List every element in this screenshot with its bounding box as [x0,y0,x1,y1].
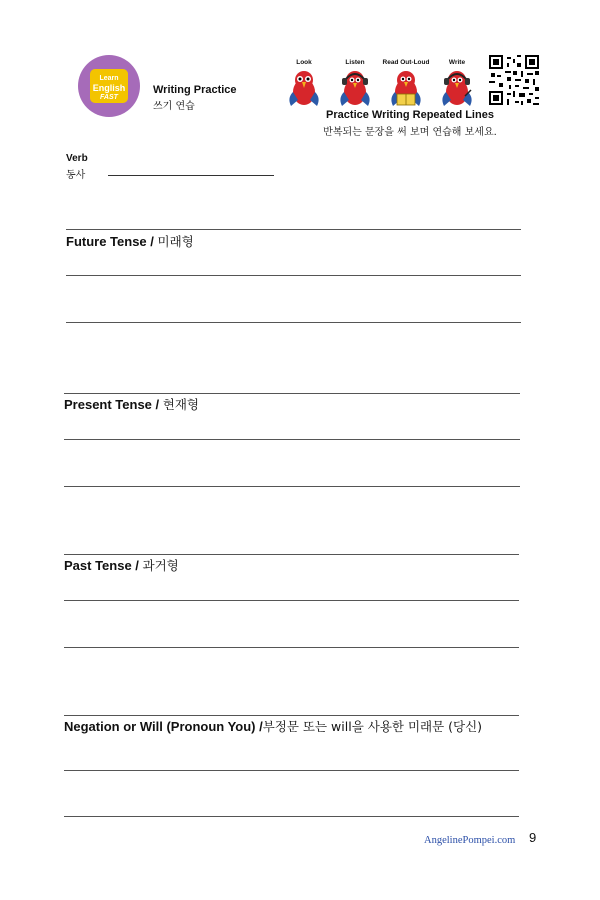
section-future-ko: 미래형 [157,234,194,249]
qr-code-icon [489,55,539,105]
parrot-write-icon [437,68,477,108]
section-negation-ko: 부정문 또는 will을 사용한 미래문 (당신) [262,719,483,734]
writing-line[interactable] [66,229,521,230]
section-negation-en: Negation or Will (Pronoun You) / [64,719,263,734]
section-future-title [66,232,194,250]
step-write-label: Write [448,59,466,66]
writing-line[interactable] [64,393,520,394]
page-number: 9 [529,830,537,845]
section-present-en: Present Tense / [64,397,163,412]
section-past-ko: 과거형 [142,558,179,573]
writing-line[interactable] [64,816,519,817]
verb-label: Verb [66,153,88,164]
parrot-read-icon [386,68,426,108]
section-present-ko: 현재형 [162,397,199,412]
step-listen-label: Listen [345,59,365,66]
writing-line[interactable] [64,486,520,487]
writing-line[interactable] [64,770,519,771]
step-read-label: Read Out-Loud [382,59,430,66]
writing-line[interactable] [64,647,519,648]
section-present-title [64,395,199,413]
logo [78,55,140,117]
section-past-title [64,556,179,574]
writing-line[interactable] [64,554,519,555]
parrot-listen-icon [335,68,375,108]
writing-line[interactable] [64,439,520,440]
writing-line[interactable] [66,275,521,276]
section-negation-title [64,717,482,735]
writing-line[interactable] [64,715,519,716]
header-title: Writing Practice [153,84,237,96]
logo-text-english: English [92,83,126,93]
header-subtitle: 쓰기 연습 [153,101,195,112]
logo-text-fast: FAST [100,94,118,101]
logo-text-learn: Learn [99,75,119,82]
footer-link[interactable]: AngelinePompei.com [424,835,516,846]
step-look-label: Look [296,59,312,66]
practice-title: Practice Writing Repeated Lines [326,109,494,121]
writing-line[interactable] [66,322,521,323]
section-future-en: Future Tense / [66,234,158,249]
verb-write-line[interactable] [108,175,274,176]
section-past-en: Past Tense / [64,558,143,573]
parrot-look-icon [284,68,324,108]
verb-label-korean: 동사 [66,170,86,181]
writing-line[interactable] [64,600,519,601]
practice-subtitle: 반복되는 문장을 써 보며 연습해 보세요. [323,127,497,138]
